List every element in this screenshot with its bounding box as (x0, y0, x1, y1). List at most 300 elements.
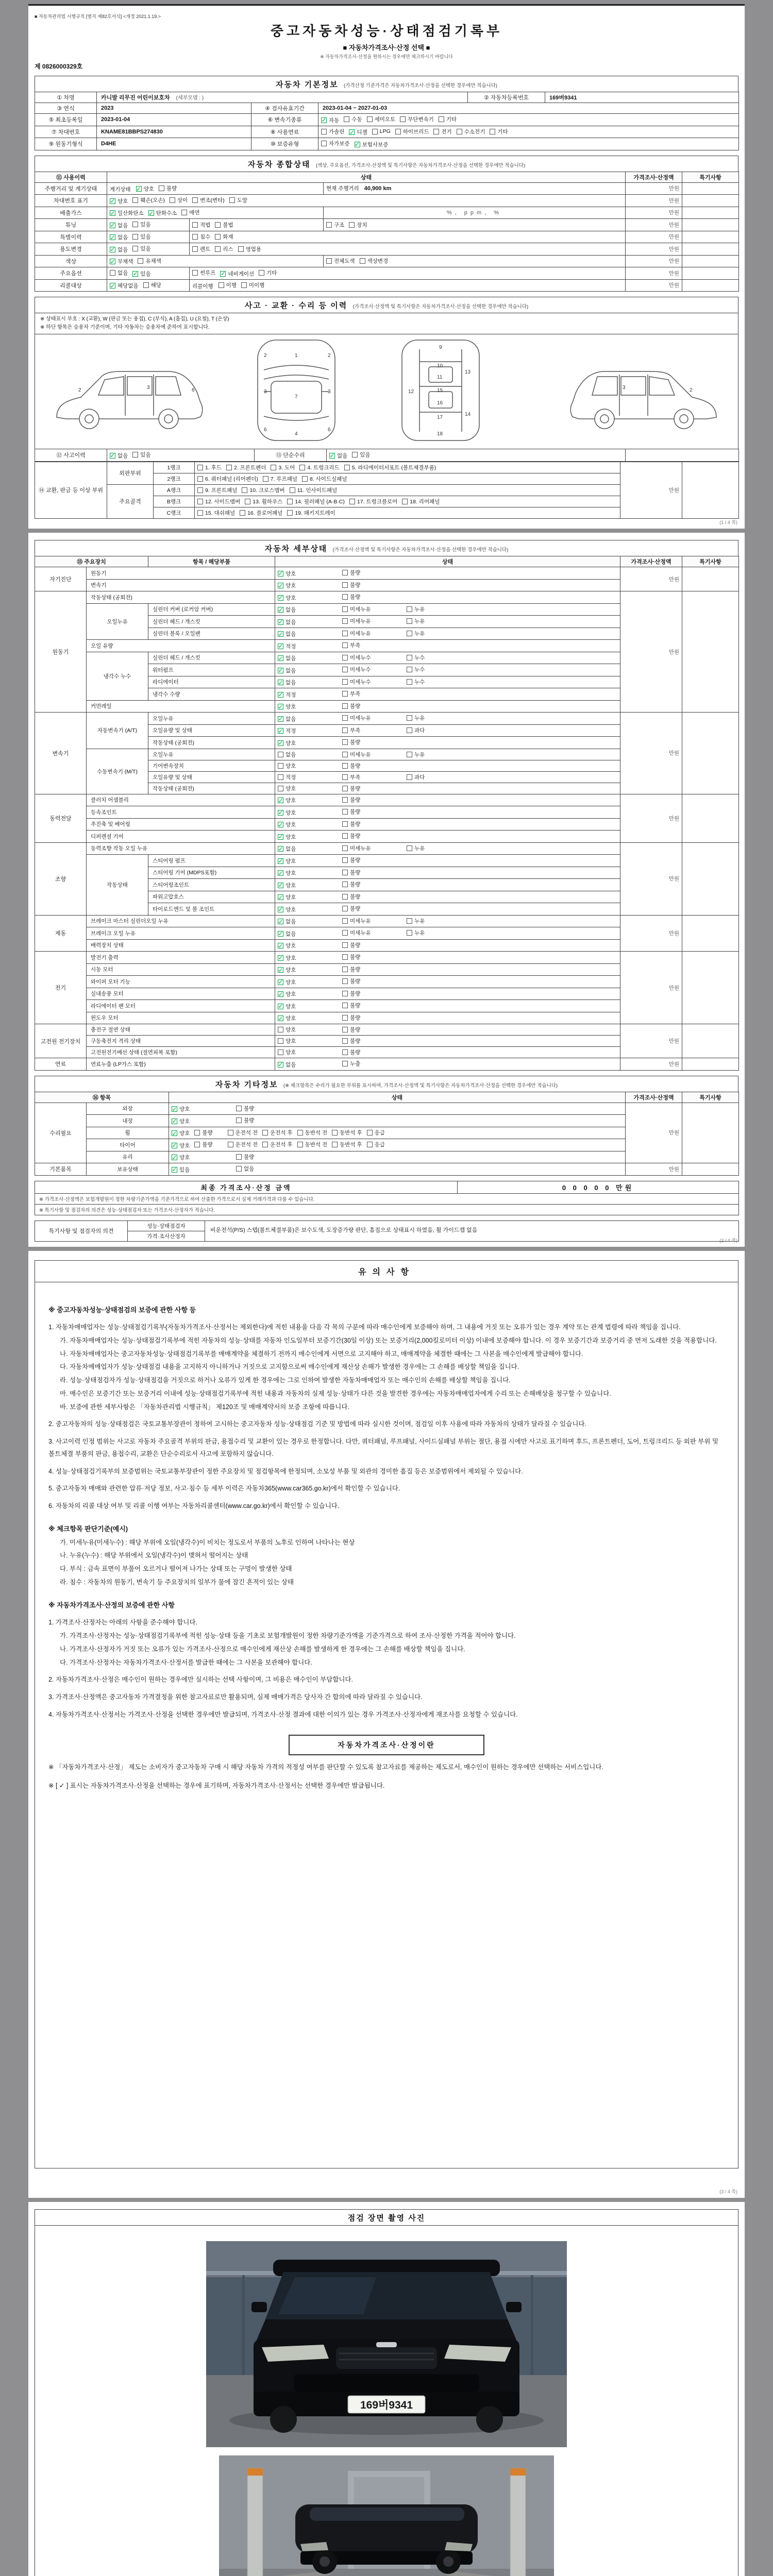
checkbox-label: 누유 (414, 630, 425, 637)
checkbox-label: 양호 (117, 198, 128, 205)
checkbox-자가보증[interactable] (321, 140, 350, 147)
checkbox-탄화수소[interactable] (148, 209, 177, 217)
checkbox-적법[interactable] (192, 221, 210, 229)
checkbox-없음[interactable] (278, 930, 338, 938)
checkbox-불량[interactable] (342, 832, 402, 840)
checkbox-없음[interactable] (329, 452, 347, 460)
cell: 실린더 블록 / 오일팬 (148, 628, 275, 640)
checkbox-불량[interactable] (342, 941, 402, 949)
cell: 기본품목 (35, 1163, 87, 1176)
checkbox-전체도색[interactable] (326, 257, 355, 265)
checkbox-렌트[interactable] (192, 245, 210, 253)
cell: 휠 (87, 1127, 169, 1139)
checkbox-label: 부족 (350, 642, 361, 649)
checkbox-11. 인사이드패널[interactable] (290, 486, 338, 494)
checkbox-box (439, 116, 444, 122)
checkbox-3. 도어[interactable] (271, 464, 295, 471)
svg-text:2: 2 (264, 353, 267, 359)
checkbox-label: 동반석 후 (340, 1129, 362, 1136)
checkbox-없음[interactable] (278, 618, 338, 626)
cell: 만원 (620, 591, 682, 713)
fuel-type (318, 126, 739, 138)
checkbox-양호[interactable] (278, 990, 338, 998)
cell: 디퍼렌셜 기어 (87, 831, 275, 843)
checkbox-부족[interactable] (342, 690, 402, 698)
emission-status (107, 207, 324, 219)
checkbox-양호[interactable] (278, 966, 338, 974)
checkbox-불량[interactable] (342, 1037, 402, 1045)
checkbox-불량[interactable] (342, 953, 402, 961)
accident-history-table (35, 449, 739, 462)
checkbox-수소전기[interactable] (457, 128, 485, 135)
status-cell (275, 806, 620, 819)
checkbox-label: 미세누수 (350, 679, 371, 685)
checkbox-box (197, 476, 203, 482)
status-cell (275, 652, 620, 664)
checkbox-있음[interactable] (132, 245, 150, 252)
checkbox-없음[interactable] (278, 1061, 338, 1069)
cell: 상태 (275, 556, 620, 567)
checkbox-변조(변타)[interactable] (192, 196, 225, 204)
checkbox-도말[interactable] (229, 196, 247, 204)
checkbox-미세누유[interactable] (342, 605, 402, 613)
checkbox-있음[interactable] (132, 233, 150, 241)
checkbox-동반석 후[interactable] (332, 1141, 362, 1148)
section-detail-note: (가격조사·산정액 및 특기사항은 자동차가격조사·산정을 선택한 경우에만 적습니다) (332, 547, 509, 553)
cell: 라디에이터 팬 모터 (87, 1000, 275, 1012)
car-damage-diagrams (41, 337, 732, 443)
checkbox-label: 매연 (189, 209, 200, 216)
checkbox-누유[interactable] (407, 617, 466, 625)
checkbox-불량[interactable] (236, 1153, 296, 1161)
checkbox-불량[interactable] (342, 593, 402, 601)
checkbox-없음[interactable] (110, 222, 128, 229)
cell (682, 267, 739, 280)
checkbox-있음[interactable] (352, 451, 370, 459)
checkbox-일산화탄소[interactable] (110, 209, 144, 217)
checkbox-누수[interactable] (407, 654, 466, 662)
checkbox-동반석 전[interactable] (297, 1141, 328, 1148)
checkbox-label: 불량 (350, 703, 361, 709)
checkbox-17. 트렁크플로어[interactable] (349, 498, 397, 505)
checkbox-운전석 후[interactable] (262, 1141, 293, 1148)
checkbox-누출[interactable] (342, 1060, 402, 1067)
checkbox-해당[interactable] (143, 281, 161, 289)
checkbox-label: 훼손(오손) (140, 197, 165, 204)
cell: 만원 (626, 207, 682, 219)
checkbox-양호[interactable] (172, 1154, 231, 1161)
checkbox-불량[interactable] (342, 569, 402, 577)
checkbox-box (290, 487, 295, 493)
checkbox-양호[interactable] (278, 1037, 338, 1045)
checkbox-box (342, 763, 348, 769)
cell: 자기진단 (35, 567, 87, 591)
vin: KNAME81BBPS274830 (97, 126, 251, 138)
checkbox-적정[interactable] (278, 773, 338, 781)
notice-line: ※ [ ✓ ] 표시는 자동차가격조사·산정을 선택하는 경우에 표기하며, 자동차가격조사·산정서는 선택한 경우에만 발급됩니다. (48, 1782, 385, 1789)
checkbox-없음[interactable] (278, 918, 338, 925)
checkbox-box (342, 774, 348, 780)
checkbox-동반석 후[interactable] (332, 1129, 362, 1137)
checkbox-불량[interactable] (159, 184, 177, 192)
cell: 변속기 (35, 713, 87, 794)
table-row (35, 952, 739, 964)
checkbox-box: ✓ (278, 869, 283, 877)
cell: 실내송풍 모터 (87, 988, 275, 1000)
checkbox-수동[interactable] (344, 115, 362, 123)
checkbox-부족[interactable] (342, 726, 402, 734)
checkbox-양호[interactable] (278, 1048, 338, 1056)
checkbox-box (132, 452, 138, 457)
checkbox-13. 휠하우스[interactable] (245, 498, 282, 505)
checkbox-해당없음[interactable] (110, 282, 139, 290)
checkbox-영업용[interactable] (238, 245, 261, 253)
checkbox-썬루프[interactable] (192, 269, 215, 277)
checkbox-리스[interactable] (215, 245, 233, 253)
outer-panel-rank1 (195, 462, 620, 473)
checkbox-자동[interactable] (321, 116, 339, 124)
svg-text:18: 18 (437, 431, 443, 437)
checkbox-불량[interactable] (194, 1141, 212, 1148)
checkbox-18. 리어패널[interactable] (402, 498, 440, 505)
checkbox-불량[interactable] (342, 990, 402, 997)
checkbox-상이[interactable] (170, 196, 188, 204)
checkbox-양호[interactable] (278, 857, 338, 865)
svg-text:6: 6 (264, 427, 267, 433)
checkbox-불량[interactable] (342, 977, 402, 985)
checkbox-불량[interactable] (342, 893, 402, 901)
checkbox-적정[interactable] (278, 642, 338, 650)
checkbox-box: ✓ (278, 667, 283, 674)
checkbox-없음[interactable] (278, 667, 338, 674)
checkbox-box: ✓ (278, 618, 283, 625)
checkbox-LPG[interactable] (372, 128, 391, 134)
checkbox-label: 없음 (285, 716, 296, 722)
checkbox-불량[interactable] (342, 702, 402, 710)
checkbox-2. 프론트펜더[interactable] (226, 464, 266, 471)
checkbox-과다[interactable] (407, 726, 466, 734)
checkbox-label: 수소전기 (464, 128, 485, 135)
main-options (107, 267, 190, 280)
checkbox-label: 불량 (350, 966, 361, 973)
checkbox-양호[interactable] (278, 809, 338, 817)
checkbox-box (297, 1142, 303, 1147)
checkbox-불량[interactable] (236, 1116, 296, 1124)
checkbox-양호[interactable] (278, 1014, 338, 1022)
checkbox-10. 크로스멤버[interactable] (242, 486, 284, 494)
checkbox-훼손(오손)[interactable] (132, 196, 165, 204)
checkbox-label: 16. 플로어패널 (247, 510, 283, 516)
checkbox-box: ✓ (132, 270, 138, 277)
checkbox-누유[interactable] (407, 917, 466, 925)
page-2 (28, 533, 745, 1247)
checkbox-기타[interactable] (259, 269, 277, 277)
cell: 연료 (35, 1058, 87, 1071)
checkbox-미세누유[interactable] (342, 617, 402, 625)
checkbox-불량[interactable] (194, 1129, 212, 1137)
checkbox-유채색[interactable] (138, 257, 161, 265)
checkbox-없음[interactable] (278, 654, 338, 662)
checkbox-없음[interactable] (278, 679, 338, 686)
checkbox-무단변속기[interactable] (400, 115, 434, 123)
checkbox-12. 사이드멤버[interactable] (197, 498, 240, 505)
checkbox-침수[interactable] (192, 233, 210, 241)
checkbox-불량[interactable] (342, 905, 402, 912)
checkbox-5. 라디에이터서포트 (볼트체결부품)[interactable] (344, 464, 436, 471)
document-subtitle: ■ 자동차가격조사·산정 선택 ■ (343, 44, 430, 52)
cell: 상태 (169, 1092, 626, 1103)
checkbox-미세누수[interactable] (342, 678, 402, 686)
checkbox-label: 장치 (357, 222, 367, 228)
checkbox-없음[interactable] (110, 246, 128, 253)
checkbox-누수[interactable] (407, 678, 466, 686)
inspection-validity: 2023-01-04 ~ 2027-01-03 (318, 103, 739, 114)
cell: 고전원전기배선 상태 (절연피복 포함) (87, 1047, 275, 1058)
checkbox-누유[interactable] (407, 605, 466, 613)
page-number: (3 / 4 쪽) (719, 2189, 737, 2194)
checkbox-없음[interactable] (236, 1165, 296, 1173)
checkbox-양호[interactable] (172, 1105, 231, 1113)
checkbox-불량[interactable] (342, 820, 402, 828)
checkbox-동반석 전[interactable] (297, 1129, 328, 1137)
checkbox-기타[interactable] (439, 115, 457, 123)
checkbox-불량[interactable] (342, 738, 402, 746)
cell: 만원 (626, 267, 682, 280)
checkbox-box: ✓ (329, 452, 335, 459)
checkbox-box (132, 222, 138, 227)
checkbox-미세누수[interactable] (342, 666, 402, 673)
checkbox-box (332, 1142, 338, 1147)
checkbox-box (395, 129, 401, 134)
checkbox-불량[interactable] (342, 869, 402, 876)
checkbox-하이브리드[interactable] (395, 128, 429, 135)
checkbox-누유[interactable] (407, 751, 466, 758)
checkbox-양호[interactable] (278, 821, 338, 828)
checkbox-세미오토[interactable] (367, 115, 396, 123)
checkbox-미세누유[interactable] (342, 751, 402, 758)
checkbox-양호[interactable] (278, 785, 338, 792)
checkbox-양호[interactable] (172, 1117, 231, 1125)
checkbox-15. 대쉬패널[interactable] (197, 509, 235, 517)
notice-line: 나. 누유(누수) : 해당 부위에서 오일(냉각수)이 맺혀서 떨어지는 상태 (60, 1552, 248, 1560)
cell: ⑪ 사용이력 (35, 172, 107, 182)
checkbox-불량[interactable] (342, 581, 402, 589)
checkbox-누유[interactable] (407, 844, 466, 852)
checkbox-불량[interactable] (342, 1014, 402, 1022)
checkbox-box (278, 1049, 283, 1055)
checkbox-있음[interactable] (132, 451, 150, 459)
checkbox-전기[interactable] (433, 128, 451, 135)
checkbox-9. 프론트패널[interactable] (197, 486, 237, 494)
svg-text:6: 6 (192, 387, 195, 393)
checkbox-미세누유[interactable] (342, 844, 402, 852)
checkbox-6. 쿼터패널 (리어펜더)[interactable] (197, 475, 258, 483)
checkbox-label: 불량 (350, 821, 361, 827)
document-header (35, 21, 738, 60)
checkbox-없음[interactable] (110, 452, 128, 460)
glass-status (169, 1151, 626, 1163)
notice-line: 1. 자동차매매업자는 성능·상태점검기록부(자동차가격조사·산정서는 제외한다)에 적힌 내용을 다음 각 목의 구분에 따라 매수인에게 보증해야 하며, 그 내용에 거짓 또는 오류가 있는 경우 계약 또는 관계 법령에 따라 책임을 집니다. (48, 1324, 681, 1331)
checkbox-있음[interactable] (132, 221, 150, 228)
checkbox-미세누수[interactable] (342, 654, 402, 662)
checkbox-미세누유[interactable] (342, 714, 402, 722)
checkbox-7. 루프패널[interactable] (263, 475, 297, 483)
checkbox-box (138, 258, 143, 264)
checkbox-불량[interactable] (342, 762, 402, 770)
table-row (35, 1221, 739, 1231)
checkbox-4. 트렁크리드[interactable] (299, 464, 339, 471)
checkbox-운전석 전[interactable] (228, 1141, 258, 1148)
checkbox-양호[interactable] (278, 906, 338, 913)
checkbox-14. 필러패널 (A·B·C)[interactable] (287, 498, 345, 505)
checkbox-불량[interactable] (342, 808, 402, 816)
checkbox-양호[interactable] (278, 882, 338, 889)
checkbox-box (238, 246, 244, 252)
checkbox-운전석 후[interactable] (262, 1129, 293, 1137)
cell: 타이로드엔드 및 볼 조인트 (148, 903, 275, 916)
svg-text:9: 9 (439, 345, 442, 350)
checkbox-누유[interactable] (407, 929, 466, 937)
cell-prefix: 현재 주행거리 (326, 185, 359, 192)
checkbox-16. 플로어패널[interactable] (240, 509, 282, 517)
checkbox-label: 미세누유 (350, 845, 371, 852)
checkbox-양호[interactable] (278, 893, 338, 901)
cell: 냉각수 수량 (148, 688, 275, 701)
checkbox-양호[interactable] (278, 942, 338, 950)
checkbox-부족[interactable] (342, 641, 402, 649)
checkbox-불량[interactable] (342, 856, 402, 864)
checkbox-불량[interactable] (342, 1048, 402, 1056)
checkbox-미세누유[interactable] (342, 929, 402, 937)
checkbox-양호[interactable] (278, 796, 338, 804)
checkbox-미세누유[interactable] (342, 917, 402, 925)
checkbox-디젤[interactable] (349, 128, 367, 136)
checkbox-이행[interactable] (219, 281, 237, 289)
checkbox-없음[interactable] (110, 233, 128, 241)
checkbox-없음[interactable] (278, 751, 338, 758)
checkbox-없음[interactable] (278, 715, 338, 723)
checkbox-box (457, 129, 462, 134)
status-cell (275, 713, 620, 725)
checkbox-19. 패키지트레이[interactable] (287, 509, 335, 517)
checkbox-label: 15. 대쉬패널 (205, 510, 236, 516)
checkbox-양호[interactable] (278, 570, 338, 578)
checkbox-label: 있음 (140, 270, 151, 277)
damage-code-legend-line2: ※ 하단 항목은 승용차 기준이며, 기타 자동차는 승용차에 준하여 표시합니다. (40, 325, 210, 330)
checkbox-8. 사이드실패널[interactable] (302, 475, 347, 483)
checkbox-label: 양호 (285, 1015, 296, 1022)
cell: 만원 (626, 182, 682, 195)
checkbox-화재[interactable] (215, 233, 233, 241)
checkbox-label: 누유 (414, 618, 425, 624)
checkbox-양호[interactable] (278, 869, 338, 877)
checkbox-색상변경[interactable] (360, 257, 389, 265)
checkbox-불법[interactable] (215, 221, 233, 229)
checkbox-기타[interactable] (490, 128, 508, 135)
checkbox-누수[interactable] (407, 666, 466, 673)
checkbox-양호[interactable] (136, 185, 154, 193)
checkbox-부족[interactable] (342, 773, 402, 781)
odometer-status (107, 182, 324, 195)
checkbox-불량[interactable] (342, 1026, 402, 1033)
notice-line: 4. 자동차가격조사·산정서는 가격조사·산정을 선택한 경우에만 발급되며, 가격조사·산정 결과에 대한 이의가 있는 경우 가격조사·산정자에게 재조사를 요청할 수 있습니다. (48, 1710, 518, 1718)
checkbox-box (344, 116, 349, 122)
checkbox-응급[interactable] (367, 1129, 385, 1137)
checkbox-있음[interactable] (172, 1166, 231, 1174)
status-cell (275, 591, 620, 604)
checkbox-양호[interactable] (278, 1003, 338, 1010)
checkbox-불량[interactable] (236, 1105, 296, 1112)
checkbox-구조[interactable] (326, 221, 344, 229)
checkbox-불량[interactable] (342, 880, 402, 888)
checkbox-없음[interactable] (278, 606, 338, 614)
checkbox-보험사보증[interactable] (355, 141, 389, 148)
checkbox-누유[interactable] (407, 630, 466, 637)
checkbox-양호[interactable] (172, 1142, 190, 1149)
checkbox-1. 후드[interactable] (197, 464, 222, 471)
checkbox-과다[interactable] (407, 773, 466, 781)
checkbox-무채색[interactable] (110, 258, 133, 265)
inspection-photo-lift (219, 2455, 554, 2576)
checkbox-양호[interactable] (110, 197, 128, 205)
checkbox-box: ✓ (278, 796, 283, 804)
checkbox-양호[interactable] (278, 739, 338, 747)
checkbox-매연[interactable] (181, 209, 199, 216)
checkbox-양호[interactable] (278, 954, 338, 962)
checkbox-box (236, 1166, 242, 1172)
checkbox-없음[interactable] (278, 845, 338, 853)
checkbox-양호[interactable] (278, 703, 338, 710)
special-history (107, 231, 190, 243)
checkbox-label: 미세누유 (350, 606, 371, 613)
accident-history (107, 449, 255, 462)
checkbox-불량[interactable] (342, 796, 402, 804)
checkbox-양호[interactable] (278, 594, 338, 602)
checkbox-box (342, 739, 348, 745)
checkbox-운전석 전[interactable] (228, 1129, 258, 1137)
checkbox-양호[interactable] (278, 762, 338, 770)
checkbox-box (263, 476, 268, 482)
checkbox-불량[interactable] (342, 965, 402, 973)
checkbox-양호[interactable] (172, 1129, 190, 1137)
checkbox-불량[interactable] (342, 785, 402, 792)
table-row (35, 1193, 739, 1204)
checkbox-양호[interactable] (278, 978, 338, 986)
checkbox-양호[interactable] (278, 582, 338, 589)
checkbox-불량[interactable] (342, 1002, 402, 1009)
svg-text:3: 3 (623, 385, 626, 391)
checkbox-있음[interactable] (132, 270, 150, 278)
checkbox-적정[interactable] (278, 691, 338, 699)
checkbox-미이행[interactable] (241, 281, 264, 289)
cell: 파워고압호스 (148, 891, 275, 903)
checkbox-응급[interactable] (367, 1141, 385, 1148)
checkbox-양호[interactable] (278, 833, 338, 841)
checkbox-없음[interactable] (110, 269, 128, 277)
checkbox-양호[interactable] (278, 1026, 338, 1033)
checkbox-box (342, 821, 348, 827)
checkbox-가솔린[interactable] (321, 128, 344, 135)
checkbox-없음[interactable] (278, 630, 338, 638)
checkbox-누유[interactable] (407, 714, 466, 722)
checkbox-적정[interactable] (278, 727, 338, 735)
checkbox-box (342, 752, 348, 757)
checkbox-미세누유[interactable] (342, 630, 402, 637)
checkbox-네비게이션[interactable] (220, 270, 254, 278)
tuning-status (107, 219, 190, 231)
cell: 작동상태 (87, 855, 148, 916)
checkbox-장치[interactable] (349, 221, 367, 229)
